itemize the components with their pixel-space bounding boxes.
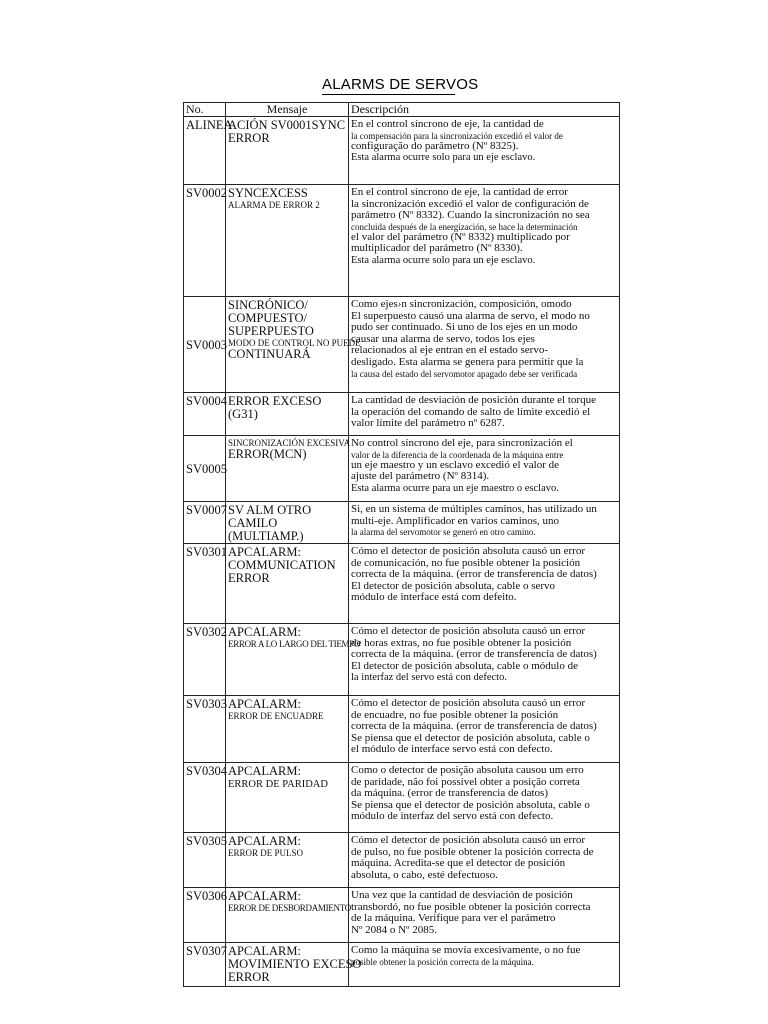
description-line: valor límite del parámetro nº 6287. — [351, 417, 505, 430]
table-row — [184, 943, 620, 987]
description-line: La cantidad de desviación de posición durante el torque — [351, 394, 596, 406]
description-line: Como la máquina se movía excesivamente, o no fue — [351, 944, 581, 956]
description-line: de pulso, no fue posible obtener la posición correcta de — [351, 845, 594, 858]
description-line: ajuste del parámetro (Nº 8314). — [351, 470, 490, 483]
table-row — [184, 833, 620, 888]
message-line: COMMUNICATION — [228, 558, 336, 572]
description-line: la alarma del servomotor se generó en otro camino. — [351, 527, 536, 538]
alarm-description — [349, 833, 620, 888]
page-title: ALARMS DE SERVOS — [322, 76, 479, 93]
alarm-description — [349, 393, 620, 436]
header-descripcion: Descripción — [349, 103, 620, 117]
alarm-message — [226, 943, 362, 987]
alarm-message — [226, 297, 361, 393]
alarm-code: SV0003 — [184, 297, 226, 393]
description-line: el valor del parámetro (Nº 8332) multiplicado por — [351, 230, 570, 243]
message-line: ERROR DE PARIDAD — [228, 779, 328, 790]
table-row — [184, 544, 620, 624]
message-line: ERROR DE DESBORDAMIENTO — [228, 903, 351, 913]
description-line: En el control síncrono de eje, la cantidad de error — [351, 186, 568, 198]
message-line: APCALARM: — [228, 697, 301, 711]
description-line: Esta alarma ocurre solo para un eje esclavo. — [351, 254, 536, 266]
description-line: de paridade, não foi possível obter a posição correta — [351, 775, 580, 788]
table-row — [184, 297, 620, 393]
description-line: desligado. Esta alarma se genera para permitir que la — [351, 355, 584, 368]
message-line: (G31) — [228, 407, 258, 421]
message-line: ERROR(MCN) — [228, 447, 307, 461]
header-mensaje: Mensaje — [226, 103, 349, 117]
description-line: multiplicador del parámetro (Nº 8330). — [351, 242, 523, 255]
description-line: la operación del comando de salto de límite excedió el — [351, 405, 591, 418]
alarm-description — [349, 763, 620, 833]
message-line: ERROR DE PULSO — [228, 848, 304, 858]
description-line: configuração do parâmetro (Nº 8325). — [351, 139, 519, 152]
message-line: SYNCEXCESS — [228, 186, 308, 200]
description-line: correcta de la máquina. (error de transferencia de datos) — [351, 648, 597, 661]
message-line: ERROR — [228, 970, 270, 984]
message-line: CAMILO (MULTIAMP.) — [228, 516, 304, 543]
message-line: ALARMA DE ERROR 2 — [228, 200, 320, 210]
message-line: ERROR A LO LARGO DEL TIEMPO — [228, 639, 361, 649]
description-line: correcta de la máquina. (error de transferencia de datos) — [351, 720, 597, 733]
message-line: SINCRÓNICO/ — [228, 298, 308, 312]
description-line: un eje maestro y un esclavo excedió el valor de — [351, 458, 560, 471]
table-row — [184, 624, 620, 696]
message-line: MODO DE CONTROL NO PUEDE — [228, 338, 361, 348]
alarm-message — [226, 544, 349, 624]
description-line: transbordó, no fue posible obtener la posición correcta — [351, 900, 591, 913]
description-line: el módulo de interface servo está con defecto. — [351, 743, 553, 756]
table-row — [184, 436, 620, 502]
description-line: valor de la diferencia de la coordenada de la máquina entre — [351, 449, 564, 460]
message-line: APCALARM: — [228, 764, 301, 778]
alarm-message — [226, 117, 349, 185]
alarm-description — [349, 117, 620, 185]
description-line: Esta alarma ocurre solo para un eje esclavo. — [351, 152, 536, 164]
description-line: Cómo el detector de posición absoluta causó un error — [351, 697, 585, 709]
alarm-description — [349, 297, 620, 393]
description-line: posible obtener la posición correcta de la máquina. — [351, 956, 534, 967]
alarm-message — [226, 185, 349, 297]
message-line: SV ALM OTRO — [228, 503, 312, 517]
alarm-code: SV0302 — [184, 624, 226, 696]
description-line: la interfaz del servo está con defecto. — [351, 672, 507, 684]
alarm-message — [226, 502, 349, 544]
description-line: la sincronización excedió el valor de configuración de — [351, 197, 589, 210]
message-line: APCALARM: — [228, 834, 301, 848]
description-line: máquina. Acredita-se que el detector de posición — [351, 857, 566, 870]
alarm-description — [349, 544, 620, 624]
description-line: de encuadre, no fue posible obtener la posición — [351, 708, 559, 721]
description-line: No control síncrono del eje, para sincronización el — [351, 437, 573, 449]
alarm-description — [349, 943, 620, 987]
description-line: Como ejes›n sincronización, composición, omodo — [351, 298, 572, 310]
description-line: El detector de posición absoluta, cable o módulo de — [351, 659, 578, 672]
alarm-message — [226, 436, 349, 502]
description-line: Esta alarma ocurre para un eje maestro o esclavo. — [351, 482, 559, 494]
message-line: MOVIMIENTO EXCESO — [228, 957, 362, 971]
description-line: de horas extras, no fue posible obtener la posición — [351, 636, 572, 649]
alarm-description — [349, 888, 620, 943]
message-line: APCALARM: — [228, 944, 301, 958]
description-line: correcta de la máquina. (error de transferencia de datos) — [351, 568, 597, 581]
table-row — [184, 888, 620, 943]
alarm-message — [226, 624, 361, 696]
message-line: ERROR — [228, 571, 270, 585]
description-line: El detector de posición absoluta, cable o servo — [351, 579, 556, 592]
alarm-code: ALINEA — [184, 117, 226, 185]
alarm-code: SV0305 — [184, 833, 226, 888]
table-row — [184, 763, 620, 833]
alarm-description — [349, 185, 620, 297]
message-line: APCALARM: — [228, 889, 301, 903]
table-row — [184, 393, 620, 436]
table-row — [184, 502, 620, 544]
alarm-message — [226, 888, 349, 943]
header-no: No. — [184, 103, 226, 117]
description-line: da máquina. (error de transferencia de datos) — [351, 787, 548, 800]
message-line: SUPERPUESTO — [228, 324, 314, 338]
alarm-message — [226, 696, 349, 763]
description-line: Como o detector de posição absoluta causou um erro — [351, 764, 584, 776]
message-line: ERROR DE ENCUADRE — [228, 711, 324, 721]
description-line: Si, en un sistema de múltiples caminos, has utilizado un — [351, 503, 597, 515]
message-line: COMPUESTO/ — [228, 311, 307, 325]
alarm-description — [349, 624, 620, 696]
description-line: absoluta, o cabo, esté defectuoso. — [351, 868, 498, 881]
description-line: la compensación para la sincronización excedió el valor de — [351, 130, 563, 141]
description-line: módulo de interfaz del servo está con defecto. — [351, 810, 554, 823]
alarm-code: SV0307 — [184, 943, 226, 987]
message-line: ACIÓN SV0001SYNC — [228, 118, 346, 132]
message-line: ERROR EXCESO — [228, 394, 322, 408]
description-line: Cómo el detector de posición absoluta causó un error — [351, 834, 585, 846]
alarm-code: SV0007 — [184, 502, 226, 544]
alarm-code: SV0005 — [184, 436, 226, 502]
description-line: módulo de interface está com defeito. — [351, 591, 517, 604]
description-line: de la máquina. Verifique para ver el parámetro — [351, 912, 556, 925]
alarm-code: SV0304 — [184, 763, 226, 833]
alarm-code: SV0306 — [184, 888, 226, 943]
alarm-message — [226, 763, 349, 833]
message-line: CONTINUARÁ — [228, 347, 311, 361]
description-line: Se piensa que el detector de posición absoluta, cable o — [351, 731, 590, 744]
description-line: multi-eje. Amplificador en varios caminos, uno — [351, 514, 560, 527]
title-underline — [322, 94, 455, 95]
table-row — [184, 696, 620, 763]
alarm-code: SV0303 — [184, 696, 226, 763]
table-header-row — [184, 103, 620, 117]
description-line: causar una alarma de servo, todos los ejes — [351, 332, 535, 345]
description-line: la causa del estado del servomotor apagado debe ser verificada — [351, 368, 578, 379]
description-line: Nº 2084 o Nº 2085. — [351, 923, 437, 936]
description-line: Cómo el detector de posición absoluta causó un error — [351, 545, 585, 557]
description-line: de comunicación, no fue posible obtener la posición — [351, 556, 581, 569]
alarm-description — [349, 436, 620, 502]
table-row — [184, 117, 620, 185]
description-line: Una vez que la cantidad de desviación de posición — [351, 889, 573, 901]
message-line: SINCRONIZACIÓN EXCESIVA — [228, 438, 351, 448]
description-line: Cómo el detector de posición absoluta causó un error — [351, 625, 585, 637]
table-row — [184, 185, 620, 297]
alarm-code: SV0301 — [184, 544, 226, 624]
description-line: parámetro (Nº 8332). Cuando la sincronización no sea — [351, 209, 590, 222]
alarm-message — [226, 833, 349, 888]
description-line: concluida después de la energización, se hace la determinación — [351, 221, 578, 232]
alarm-description — [349, 502, 620, 544]
alarms-table — [183, 102, 620, 987]
description-line: El superpuesto causó una alarma de servo, el modo no — [351, 309, 590, 322]
alarm-code: SV0004 — [184, 393, 226, 436]
alarm-code: SV0002 — [184, 185, 226, 297]
description-line: relacionados al eje entran en el estado servo- — [351, 344, 548, 357]
description-line: Se piensa que el detector de posición absoluta, cable o — [351, 798, 590, 811]
message-line: APCALARM: — [228, 625, 301, 639]
message-line: ERROR — [228, 131, 270, 145]
alarm-description — [349, 696, 620, 763]
alarm-message — [226, 393, 349, 436]
message-line: APCALARM: — [228, 545, 301, 559]
description-line: En el control síncrono de eje, la cantidad de — [351, 118, 544, 130]
description-line: pudo ser continuado. Si uno de los ejes en un modo — [351, 321, 578, 334]
